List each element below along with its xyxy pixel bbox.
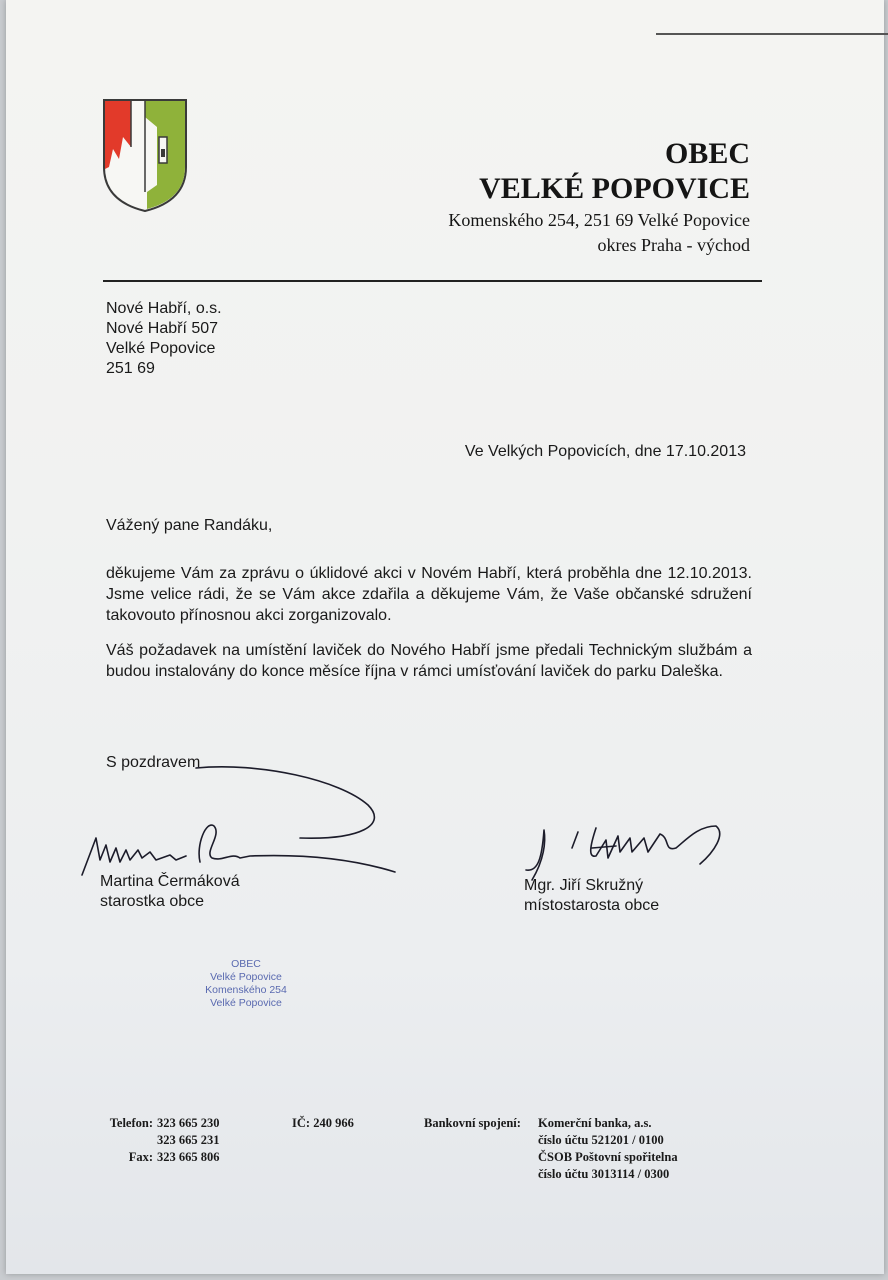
recipient-line-2: Nové Habří 507: [106, 320, 219, 337]
recipient-line-3: Velké Popovice: [106, 340, 216, 357]
phone-2: 323 665 231: [157, 1133, 220, 1147]
closing: S pozdravem: [106, 754, 201, 771]
stamp-line-1: OBEC: [231, 958, 261, 970]
recipient-line-1: Nové Habří, o.s.: [106, 300, 222, 317]
paragraph-2: Váš požadavek na umístění laviček do Nového Habří jsme předali Technickým službám a budou instalovány do konce měsíce října v rámci umísťování laviček do parku Daleška.: [106, 642, 752, 680]
phone-1: 323 665 230: [157, 1116, 220, 1130]
stamp-line-3: Komenského 254: [205, 984, 287, 996]
footer-ic: [292, 1115, 354, 1132]
recipient-line-4: 251 69: [106, 360, 155, 377]
top-edge-line: [656, 33, 888, 35]
org-name-line2: VELKÉ POPOVICE: [479, 172, 750, 205]
bank-line-1: Komerční banka, a.s.: [538, 1116, 652, 1130]
ic-number: 240 966: [313, 1116, 354, 1130]
signatory-2-name: Mgr. Jiří Skružný: [524, 877, 644, 894]
stamp-line-2: Velké Popovice: [210, 971, 282, 983]
fax-number: 323 665 806: [157, 1150, 220, 1164]
signatory-2-title: místostarosta obce: [524, 897, 660, 914]
header-divider: [103, 280, 762, 282]
org-district: okres Praha - východ: [597, 235, 750, 255]
org-address: Komenského 254, 251 69 Velké Popovice: [448, 210, 750, 230]
municipal-crest-icon: [101, 97, 189, 213]
signatory-1-name: Martina Čermáková: [100, 873, 240, 890]
phone-label: Telefon:: [109, 1116, 153, 1130]
footer-contacts: [101, 1115, 220, 1166]
paragraph-1: děkujeme Vám za zprávu o úklidové akci v Novém Habří, která proběhla dne 12.10.2013. Jsme velice rádi, že se Vám akce zdařila a děkujeme Vám, že Vaše občanské sdružení takovouto přínosnou akci zorganizovalo.: [106, 565, 752, 624]
bank-line-2: číslo účtu 521201 / 0100: [538, 1133, 664, 1147]
bank-label: Bankovní spojení:: [424, 1116, 521, 1130]
bank-line-4: číslo účtu 3013114 / 0300: [538, 1167, 670, 1181]
footer-bank: [424, 1115, 678, 1183]
ic-label: IČ:: [292, 1116, 311, 1130]
org-name-line1: OBEC: [664, 137, 750, 170]
official-stamp: [186, 958, 306, 1010]
salutation: Vážený pane Randáku,: [106, 517, 273, 534]
date-line: Ve Velkých Popovicích, dne 17.10.2013: [464, 443, 746, 460]
signatory-1-title: starostka obce: [100, 893, 205, 910]
stamp-line-4: Velké Popovice: [210, 997, 282, 1009]
letter-page: [6, 0, 884, 1274]
bank-line-3: ČSOB Poštovní spořitelna: [538, 1150, 678, 1164]
fax-label: Fax:: [128, 1150, 153, 1164]
